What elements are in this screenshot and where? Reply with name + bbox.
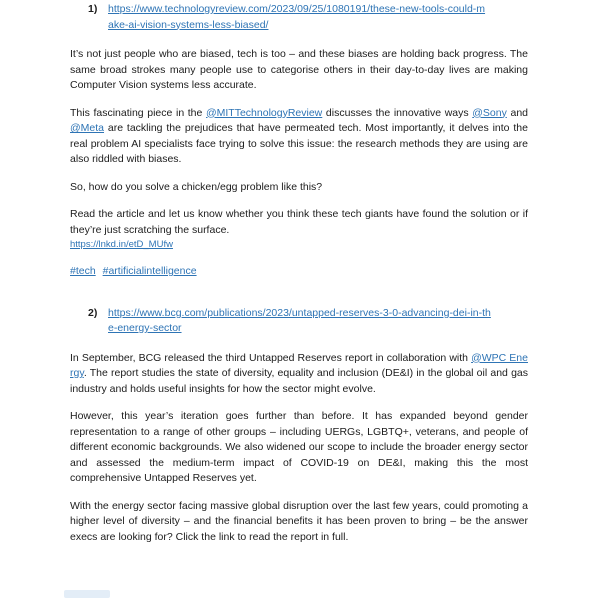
cutoff-link-fragment [64, 590, 110, 598]
list-item-1 [70, 2, 528, 33]
post2-paragraph-2: However, this year’s iteration goes further than before. It has expanded beyond gender representation to a range of other groups – including UERGs, LGBTQ+, veterans, and people of different economic backgrounds. We also widened our scope to include the broader energy sector and assessed the medium-term impact of COVID-19 on DE&I, making this the most comprehensive Untapped Reserves yet. [70, 410, 528, 484]
post2-paragraph-1 [70, 351, 528, 398]
mention-meta[interactable]: @Meta [70, 122, 105, 134]
post1-paragraph-4: Read the article and let us know whether you think these tech giants have found the solution or if they’re just scratching the surface. [70, 208, 528, 236]
text-segment: are tackling the prejudices that have permeated tech. Most importantly, it delves into the real problem AI specialists face trying to solve this issue: the research methods they are using are also riddled with biases. [70, 122, 528, 165]
mention-mittechnologyreview[interactable]: @MITTechnologyReview [205, 106, 323, 119]
post1-paragraph-3: So, how do you solve a chicken/egg problem like this? [70, 180, 323, 193]
list-item-2 [70, 306, 528, 337]
mention-wpc-energy[interactable]: @WPC Energy [70, 351, 528, 379]
post1-paragraph-1: It’s not just people who are biased, tech is too – and these biases are holding back progress. The same broad strokes many people use to categorise others in their day-to-day lives are making Computer Vision systems less accurate. [70, 48, 528, 91]
article-link-line-1: https://www.technologyreview.com/2023/09/25/1080191/these-new-tools-could-m [108, 3, 486, 15]
text-segment: . The report studies the state of diversity, equality and inclusion (DE&I) in the global oil and gas industry and holds useful insights for how the sector might evolve. [70, 367, 528, 395]
mention-sony[interactable]: @Sony [472, 106, 507, 119]
text-segment: and [506, 106, 528, 119]
hashtag-artificialintelligence[interactable]: #artificialintelligence [102, 265, 197, 277]
hashtag-row [70, 264, 528, 280]
text-segment: This fascinating piece in the [70, 106, 206, 119]
article-link-line-1: https://www.bcg.com/publications/2023/untapped-reserves-3-0-advancing-dei-in-th [108, 306, 491, 319]
hashtag-tech[interactable]: #tech [70, 265, 96, 277]
list-number-1: 1) [88, 3, 98, 15]
article-link-line-2: ake-ai-vision-systems-less-biased/ [108, 18, 269, 31]
article-link-bcg[interactable] [108, 306, 528, 337]
article-link-technologyreview[interactable] [108, 2, 528, 33]
short-link-row [70, 238, 528, 252]
post1-paragraph-2 [70, 106, 528, 168]
text-segment: discusses the innovative ways [322, 106, 473, 119]
list-number-2: 2) [88, 306, 98, 319]
article-link-line-2: e-energy-sector [108, 322, 182, 334]
post2-paragraph-3: With the energy sector facing massive global disruption over the last few years, could promoting a higher level of diversity – and the financial benefits it has been proven to bring – be the answer execs are looking for? Click the link to read the report in full. [70, 499, 528, 543]
text-segment: In September, BCG released the third Untapped Reserves report in collaboration with [70, 351, 472, 364]
lnkd-short-link[interactable]: https://lnkd.in/etD_MUfw [70, 239, 173, 250]
